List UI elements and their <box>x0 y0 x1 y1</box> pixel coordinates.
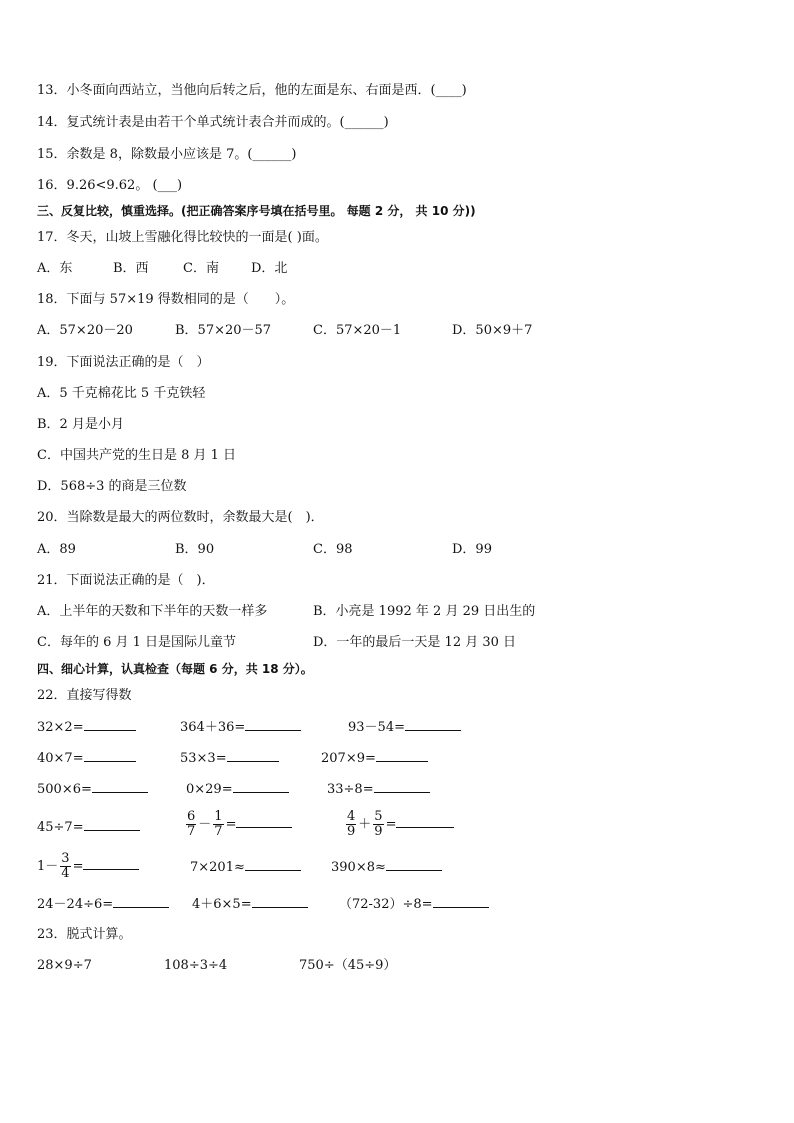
answer-blank <box>92 780 148 793</box>
calc-item-fraction: $\frac{6}{7}$ － $\frac{1}{7}$ = <box>184 807 292 843</box>
q19-option-a: A．5 千克棉花比 5 千克铁轻 <box>37 386 206 401</box>
question-21-stem: 21．下面说法正确的是（ )． <box>37 573 215 588</box>
calc-item: 500×6= <box>37 780 148 799</box>
section-3-title: 三、反复比较，慎重选择。(把正确答案序号填在括号里。 每题 2 分， 共 10 分)) <box>37 204 476 218</box>
fraction: $\frac{5}{9}$ <box>374 809 383 839</box>
answer-blank <box>113 895 169 908</box>
question-16: 16．9.26<9.62。 (___) <box>37 178 183 193</box>
question-19-stem: 19．下面说法正确的是（ ） <box>37 355 210 370</box>
question-17-stem: 17．冬天，山坡上雪融化得比较快的一面是( )面。 <box>37 230 328 245</box>
answer-blank <box>227 749 279 762</box>
calc-item: 40×7= <box>37 749 136 768</box>
expression-item: 750÷（45÷9） <box>299 958 397 973</box>
calc-item: 7×201≈ <box>190 858 301 877</box>
calc-item-fraction: $\frac{4}{9}$ ＋ $\frac{5}{9}$ = <box>344 807 454 843</box>
answer-blank <box>245 858 301 871</box>
fraction: $\frac{3}{4}$ <box>61 851 70 881</box>
calc-item: 24－24÷6= <box>37 895 169 914</box>
q20-option-b: B．90 <box>175 542 215 557</box>
q17-option-a: A．东 <box>37 261 73 276</box>
calc-item: 364＋36= <box>180 718 301 737</box>
calc-item: 45÷7= <box>37 818 140 837</box>
q20-option-a: A．89 <box>37 542 76 557</box>
answer-blank <box>245 718 301 731</box>
q21-option-c: C．每年的 6 月 1 日是国际儿童节 <box>37 635 237 650</box>
question-23-title: 23．脱式计算。 <box>37 927 132 942</box>
q17-option-b: B．西 <box>113 261 149 276</box>
calc-item: 0×29= <box>186 780 289 799</box>
q18-option-c: C．57×20－1 <box>313 323 402 338</box>
q19-option-c: C．中国共产党的生日是 8 月 1 日 <box>37 448 237 463</box>
answer-blank <box>396 815 454 828</box>
question-14: 14．复式统计表是由若干个单式统计表合并而成的。(______) <box>37 115 389 130</box>
calc-item: 390×8≈ <box>331 858 442 877</box>
calc-item: 32×2= <box>37 718 136 737</box>
answer-blank <box>433 895 489 908</box>
answer-blank <box>83 857 139 870</box>
q18-option-b: B．57×20－57 <box>175 323 272 338</box>
q18-option-a: A．57×20－20 <box>37 323 133 338</box>
expression-item: 28×9÷7 <box>37 958 92 973</box>
calc-item: 93－54= <box>348 718 461 737</box>
calc-item: 33÷8= <box>327 780 430 799</box>
question-13: 13．小冬面向西站立，当他向后转之后，他的左面是东、右面是西．(____) <box>37 83 467 98</box>
q17-option-c: C．南 <box>183 261 219 276</box>
question-15: 15．余数是 8，除数最小应该是 7。(______) <box>37 147 297 162</box>
calc-item-fraction: 1－ $\frac{3}{4}$ = <box>37 849 139 885</box>
q19-option-d: D．568÷3 的商是三位数 <box>37 479 187 494</box>
question-18-stem: 18．下面与 57×19 得数相同的是（ ）。 <box>37 292 295 307</box>
answer-blank <box>374 780 430 793</box>
calc-item: （72-32）÷8= <box>339 895 489 914</box>
answer-blank <box>236 815 292 828</box>
answer-blank <box>233 780 289 793</box>
calc-item: 53×3= <box>180 749 279 768</box>
q21-option-d: D．一年的最后一天是 12 月 30 日 <box>313 635 517 650</box>
expression-item: 108÷3÷4 <box>164 958 228 973</box>
fraction: $\frac{4}{9}$ <box>347 809 356 839</box>
q17-option-d: D．北 <box>251 261 288 276</box>
section-4-title: 四、细心计算，认真检查（每题 6 分，共 18 分）。 <box>37 662 313 676</box>
q18-option-d: D．50×9＋7 <box>452 323 533 338</box>
answer-blank <box>252 895 308 908</box>
answer-blank <box>84 749 136 762</box>
q20-option-d: D．99 <box>452 542 492 557</box>
answer-blank <box>386 858 442 871</box>
q21-option-b: B．小亮是 1992 年 2 月 29 日出生的 <box>313 604 536 619</box>
q19-option-b: B．2 月是小月 <box>37 417 124 432</box>
q21-option-a: A．上半年的天数和下半年的天数一样多 <box>37 604 268 619</box>
calc-item: 207×9= <box>321 749 428 768</box>
q20-option-c: C．98 <box>313 542 353 557</box>
answer-blank <box>405 718 461 731</box>
question-22-title: 22．直接写得数 <box>37 688 132 703</box>
answer-blank <box>376 749 428 762</box>
fraction: $\frac{6}{7}$ <box>187 809 196 839</box>
answer-blank <box>84 818 140 831</box>
question-20-stem: 20．当除数是最大的两位数时，余数最大是( )． <box>37 510 324 525</box>
answer-blank <box>84 718 136 731</box>
calc-item: 4＋6×5= <box>192 895 308 914</box>
fraction: $\frac{1}{7}$ <box>214 809 223 839</box>
